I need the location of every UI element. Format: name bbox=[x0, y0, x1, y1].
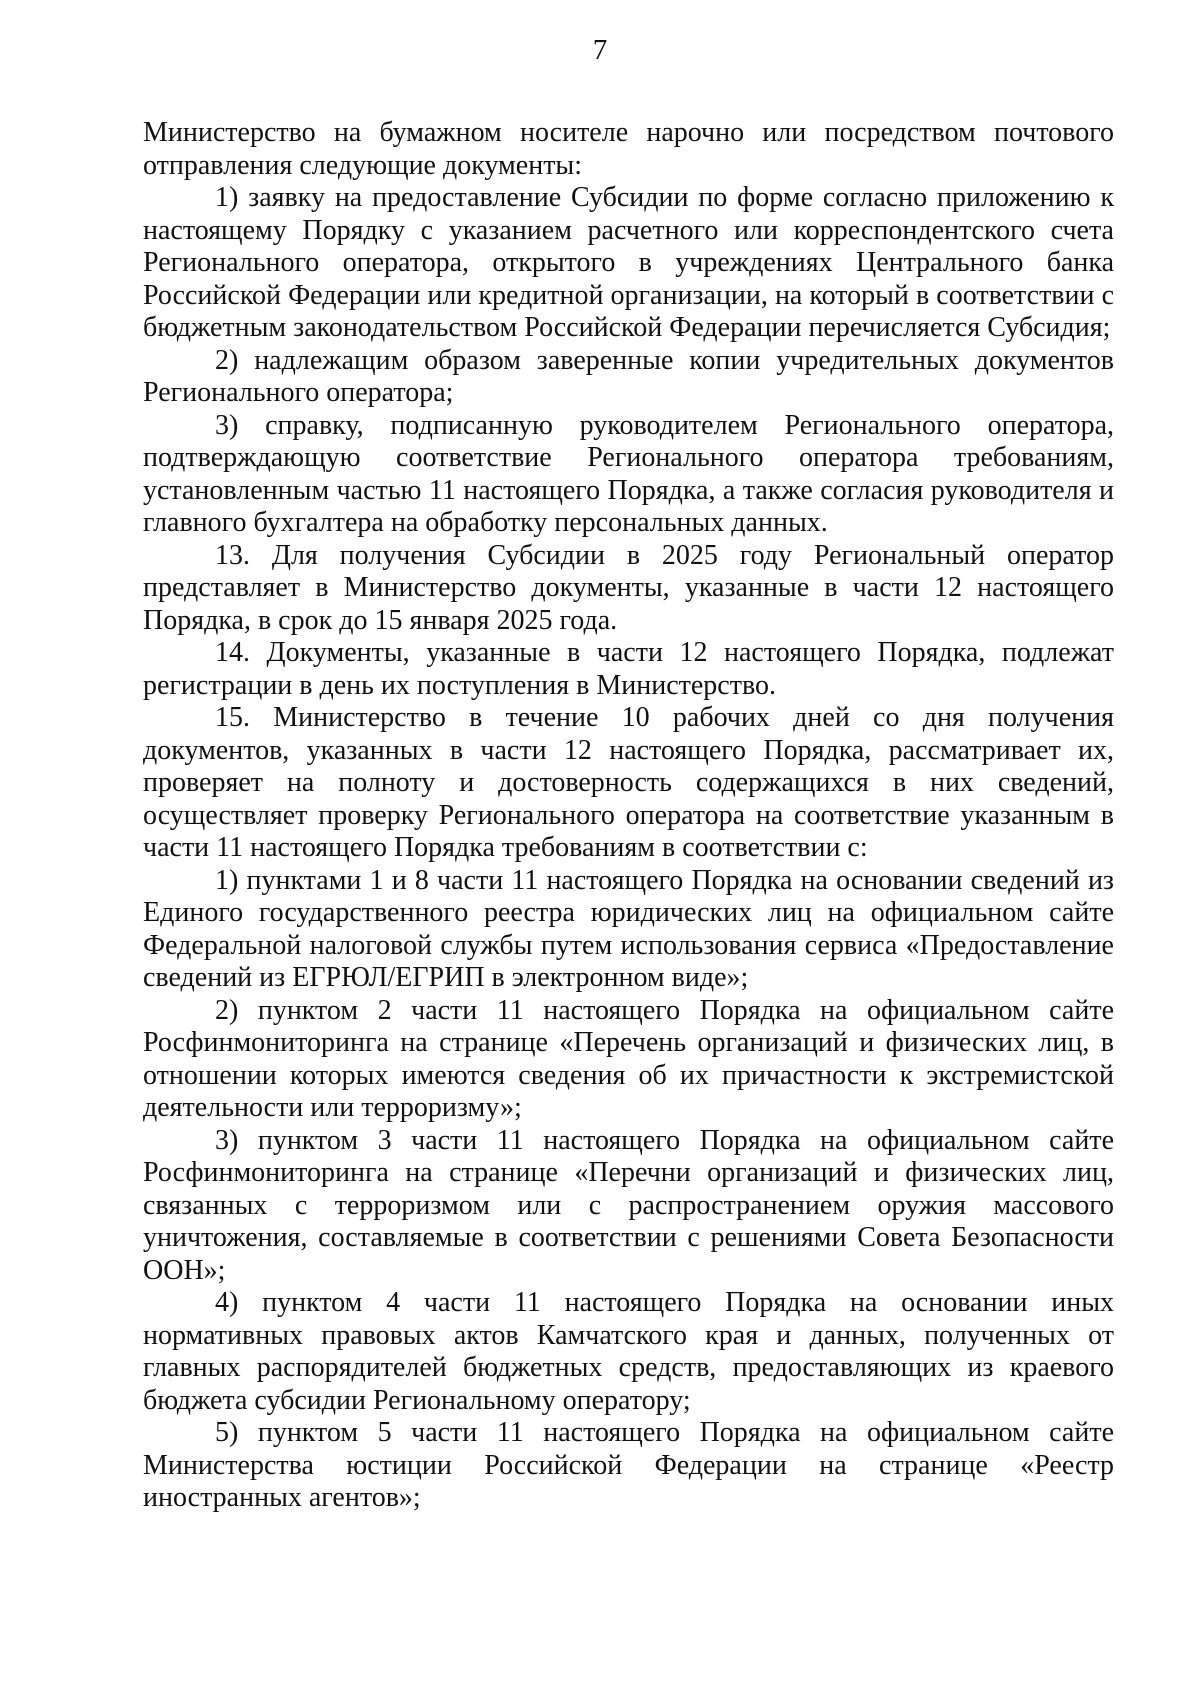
paragraph-15-item-4: 4) пунктом 4 части 11 настоящего Порядка на основании иных нормативных правовых актов Камчатского края и данных, полученных от главных распорядителей бюджетных средств, предоставляющих из краевого бюджета субсидии Региональному оператору; bbox=[143, 1287, 1114, 1416]
page-number: 7 bbox=[592, 34, 608, 66]
paragraph-15-item-5: 5) пунктом 5 части 11 настоящего Порядка на официальном сайте Министерства юстиции Российской Федерации на странице «Реестр иностранных агентов»; bbox=[143, 1417, 1114, 1513]
document-body bbox=[143, 117, 1114, 1515]
paragraph-14: 14. Документы, указанные в части 12 настоящего Порядка, подлежат регистрации в день их поступления в Министерство. bbox=[143, 637, 1114, 701]
paragraph-15-item-3: 3) пунктом 3 части 11 настоящего Порядка на официальном сайте Росфинмониторинга на странице «Перечни организаций и физических лиц, связанных с терроризмом или с распространением оружия массового уничтожения, составляемые в соответствии с решениями Совета Безопасности ООН»; bbox=[143, 1124, 1114, 1286]
paragraph-continuation: Министерство на бумажном носителе нарочно или посредством почтового отправления следующие документы: bbox=[143, 117, 1114, 181]
paragraph-12-item-2: 2) надлежащим образом заверенные копии учредительных документов Регионального оператора; bbox=[143, 344, 1114, 408]
paragraph-15-item-1: 1) пунктами 1 и 8 части 11 настоящего Порядка на основании сведений из Единого государственного реестра юридических лиц на официальном сайте Федеральной налоговой службы путем использования сервиса «Предоставление сведений из ЕГРЮЛ/ЕГРИП в электронном виде»; bbox=[143, 864, 1114, 993]
paragraph-15: 15. Министерство в течение 10 рабочих дней со дня получения документов, указанных в части 12 настоящего Порядка, рассматривает их, проверяет на полноту и достоверность содержащихся в них сведений, осуществляет проверку Регионального оператора на соответствие указанным в части 11 настоящего Порядка требованиям в соответствии с: bbox=[143, 702, 1114, 863]
paragraph-12-item-3: 3) справку, подписанную руководителем Регионального оператора, подтверждающую соответствие Регионального оператора требованиям, установленным частью 11 настоящего Порядка, а также согласия руководителя и главного бухгалтера на обработку персональных данных. bbox=[143, 409, 1114, 538]
paragraph-15-item-2: 2) пунктом 2 части 11 настоящего Порядка на официальном сайте Росфинмониторинга на странице «Перечень организаций и физических лиц, в отношении которых имеются сведения об их причастности к экстремистской деятельности или терроризму»; bbox=[143, 994, 1114, 1123]
paragraph-13: 13. Для получения Субсидии в 2025 году Региональный оператор представляет в Министерство документы, указанные в части 12 настоящего Порядка, в срок до 15 января 2025 года. bbox=[143, 539, 1114, 636]
paragraph-12-item-1: 1) заявку на предоставление Субсидии по форме согласно приложению к настоящему Порядку с указанием расчетного или корреспондентского счета Регионального оператора, открытого в учреждениях Центрального банка Российской Федерации или кредитной организации, на который в соответствии с бюджетным законодательством Российской Федерации перечисляется Субсидия; bbox=[143, 182, 1114, 343]
